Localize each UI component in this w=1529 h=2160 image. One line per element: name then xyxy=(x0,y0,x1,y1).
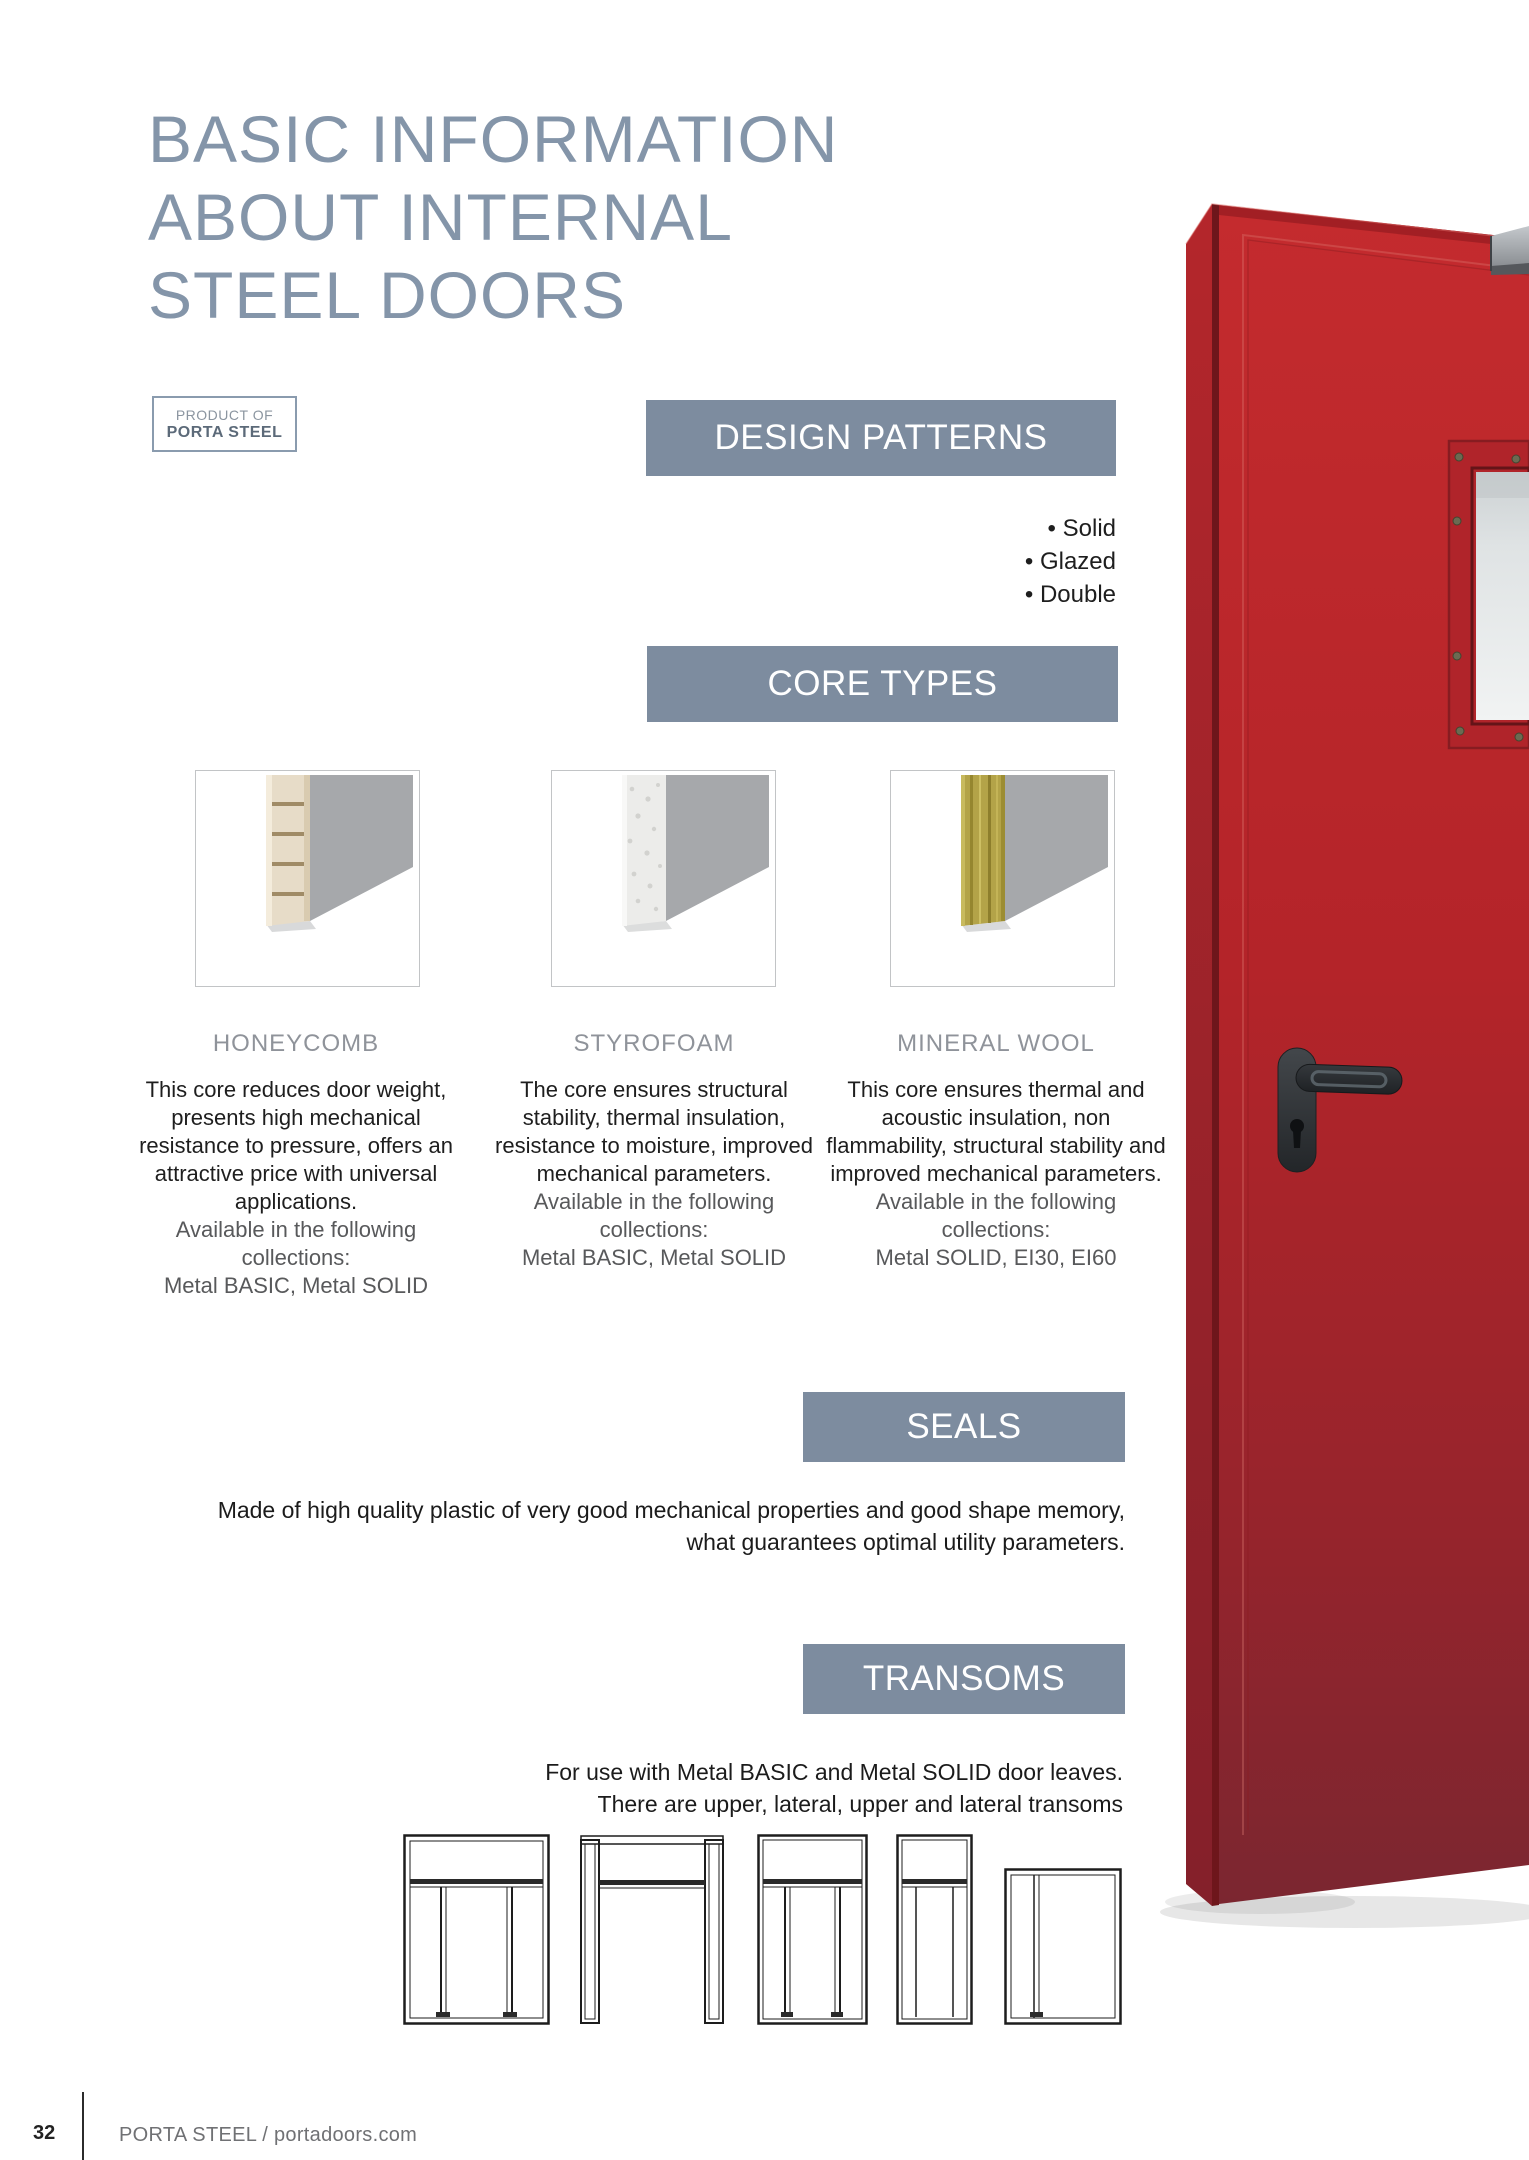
door-closer xyxy=(1491,226,1529,275)
steel-door-photo xyxy=(1150,180,1529,1940)
design-patterns-list xyxy=(730,512,1116,611)
design-pattern-item: • Glazed xyxy=(730,545,1116,578)
design-pattern-item: • Double xyxy=(730,578,1116,611)
footer-brand-text: PORTA STEEL / portadoors.com xyxy=(119,2124,418,2146)
footer-divider xyxy=(82,2092,84,2160)
transoms-text xyxy=(400,1756,1123,1820)
core-description-text: This core reduces door weight, presents high mechanical resistance to pressure, offers an attractive price with universal applications. xyxy=(139,1077,453,1214)
core-availability-text: Available in the following collections: xyxy=(175,1217,417,1270)
page-title-line-2: ABOUT INTERNAL xyxy=(148,180,733,254)
core-description-mineral-wool xyxy=(826,1076,1166,1272)
door-side-edge xyxy=(1186,204,1212,1906)
honeycomb-core-image xyxy=(195,770,420,987)
core-collections-text: Metal BASIC, Metal SOLID xyxy=(521,1245,787,1270)
core-description-honeycomb xyxy=(126,1076,466,1300)
core-description-text: The core ensures structural stability, thermal insulation, resistance to moisture, improved mechanical parameters. xyxy=(495,1077,813,1186)
badge-line-2: PORTA STEEL xyxy=(166,423,283,441)
product-badge xyxy=(152,396,297,452)
core-description-styrofoam xyxy=(484,1076,824,1272)
styrofoam-core-image xyxy=(551,770,776,987)
core-availability-text: Available in the following collections: xyxy=(533,1189,775,1242)
core-types-heading: CORE TYPES xyxy=(647,646,1118,722)
seals-text xyxy=(140,1494,1125,1558)
mineral-wool-core-image xyxy=(890,770,1115,987)
seals-text-line: Made of high quality plastic of very good mechanical properties and good shape memory, xyxy=(217,1497,1125,1523)
transom-diagram-1 xyxy=(403,1834,550,2026)
transoms-heading: TRANSOMS xyxy=(803,1644,1125,1714)
page-title-line-1: BASIC INFORMATION xyxy=(148,102,839,176)
core-label-mineral-wool: MINERAL WOOL xyxy=(897,1030,1095,1057)
core-description-text: This core ensures thermal and acoustic insulation, non flammability, structural stability and improved mechanical parameters. xyxy=(826,1077,1166,1186)
core-label-honeycomb: HONEYCOMB xyxy=(212,1030,380,1057)
transoms-text-line: There are upper, lateral, upper and lateral transoms xyxy=(597,1791,1123,1817)
page-title xyxy=(148,100,838,334)
core-availability-text: Available in the following collections: xyxy=(875,1189,1117,1242)
seals-heading: SEALS xyxy=(803,1392,1125,1462)
transom-diagram-5 xyxy=(1004,1868,1122,2026)
design-patterns-heading: DESIGN PATTERNS xyxy=(646,400,1116,476)
page-title-line-3: STEEL DOORS xyxy=(148,258,626,332)
core-collections-text: Metal SOLID, EI30, EI60 xyxy=(875,1245,1117,1270)
design-pattern-item: • Solid xyxy=(730,512,1116,545)
transom-diagram-3 xyxy=(757,1834,868,2026)
seals-text-line: what guarantees optimal utility parameters. xyxy=(686,1529,1125,1555)
transom-diagram-2 xyxy=(579,1834,725,2026)
door-window xyxy=(1449,441,1529,748)
page-number: 32 xyxy=(33,2122,56,2144)
transom-diagram-4 xyxy=(896,1834,974,2026)
core-label-styrofoam: STYROFOAM xyxy=(573,1030,735,1057)
badge-line-1: PRODUCT OF xyxy=(175,406,274,423)
core-collections-text: Metal BASIC, Metal SOLID xyxy=(163,1273,429,1298)
transoms-text-line: For use with Metal BASIC and Metal SOLID door leaves. xyxy=(545,1759,1123,1785)
